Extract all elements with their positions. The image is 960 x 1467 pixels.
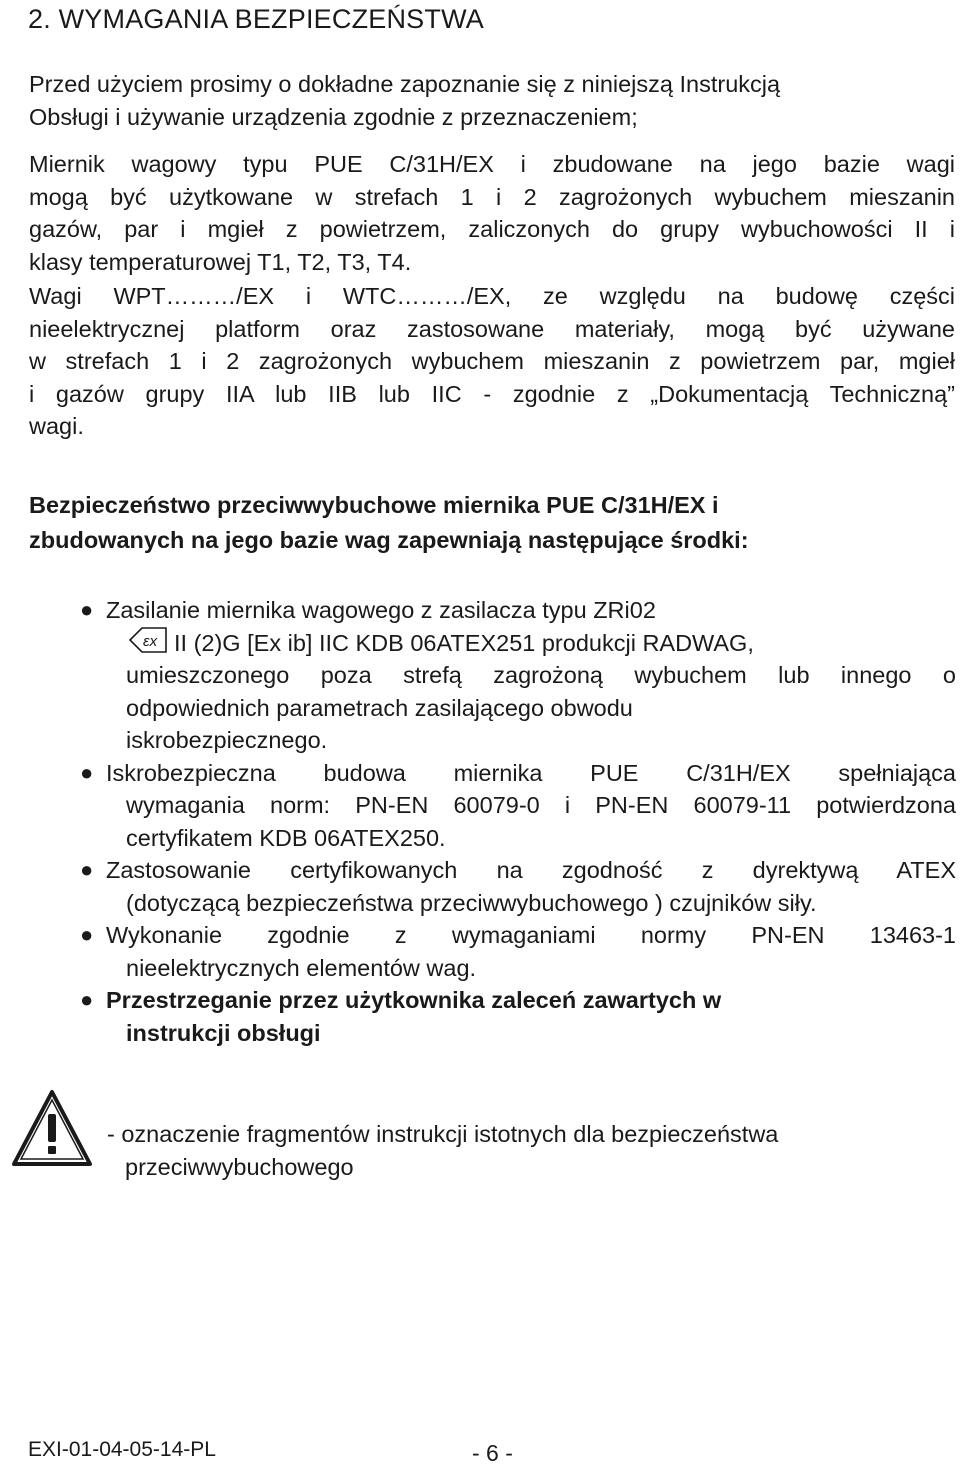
list-item-line: odpowiednich parametrach zasilającego obwodu xyxy=(126,694,633,721)
list-item-line: Zastosowanie certyfikowanych na zgodność z dyrektywą ATEX xyxy=(106,857,956,883)
wagi-line: i gazów grupy IIA lub IIB lub IIC - zgodnie z „Dokumentacją Techniczną” xyxy=(29,380,955,407)
list-item xyxy=(80,757,956,855)
list-item-line: umieszczonego poza strefą zagrożoną wybuchem lub innego o xyxy=(126,662,956,688)
footer-doc-code: EXI-01-04-05-14-PL xyxy=(28,1438,216,1461)
list-item xyxy=(80,984,956,1049)
bullet-icon: ● xyxy=(80,759,94,785)
list-item-line: iskrobezpiecznego. xyxy=(126,727,328,753)
bullet-icon: ● xyxy=(80,857,94,882)
ex-atex-icon xyxy=(128,626,170,663)
bullet-icon: ● xyxy=(80,597,94,622)
safety-heading-line: Bezpieczeństwo przeciwwybuchowe miernika PUE C/31H/EX i xyxy=(29,492,719,518)
warning-triangle-icon xyxy=(10,1088,94,1173)
description-paragraph xyxy=(29,148,955,278)
footer-page-number: - 6 - xyxy=(472,1440,513,1466)
wagi-paragraph xyxy=(29,280,955,443)
list-item-line: nieelektrycznych elementów wag. xyxy=(126,954,477,981)
description-line: mogą być użytkowane w strefach 1 i 2 zagrożonych wybuchem mieszanin xyxy=(29,183,955,210)
list-item-line: Wykonanie zgodnie z wymaganiami normy PN-EN 13463-1 xyxy=(106,922,956,948)
list-item xyxy=(80,919,956,984)
ex-certificate-line xyxy=(106,627,956,660)
list-item-line: instrukcji obsługi xyxy=(126,1019,321,1046)
svg-text:εx: εx xyxy=(143,632,158,650)
wagi-line: nieelektrycznej platform oraz zastosowane materiały, mogą być używane xyxy=(29,315,955,342)
warning-line: przeciwwybuchowego xyxy=(125,1153,354,1180)
list-item xyxy=(80,594,956,757)
list-item-line: Przestrzeganie przez użytkownika zaleceń zawartych w xyxy=(106,987,722,1013)
list-item-line: certyfikatem KDB 06ATEX250. xyxy=(126,824,446,851)
list-item-line: (dotyczącą bezpieczeństwa przeciwwybuchowego ) czujników siły. xyxy=(126,889,817,916)
bullet-icon: ● xyxy=(80,922,94,947)
description-line: Miernik wagowy typu PUE C/31H/EX i zbudowane na jego bazie wagi xyxy=(29,151,955,177)
list-item-line: Zasilanie miernika wagowego z zasilacza typu ZRi02 xyxy=(106,597,656,623)
wagi-line: w strefach 1 i 2 zagrożonych wybuchem mieszanin z powietrzem par, mgieł xyxy=(29,348,955,374)
intro-line: Obsługi i używanie urządzenia zgodnie z przeznaczeniem; xyxy=(29,103,638,130)
list-item-line: wymagania norm: PN-EN 60079-0 i PN-EN 60079-11 potwierdzona xyxy=(126,792,956,818)
bullet-icon: ● xyxy=(80,987,94,1012)
warning-description xyxy=(107,1118,778,1183)
wagi-line: wagi. xyxy=(29,413,84,439)
safety-measures-list xyxy=(80,594,956,1049)
warning-line: - oznaczenie fragmentów instrukcji istotnych dla bezpieczeństwa xyxy=(107,1121,779,1147)
intro-line: Przed użyciem prosimy o dokładne zapoznanie się z niniejszą Instrukcją xyxy=(29,71,781,97)
intro-paragraph xyxy=(29,68,955,133)
wagi-line: Wagi WPT………/EX i WTC………/EX, ze względu na budowę części xyxy=(29,283,955,309)
description-line: gazów, par i mgieł z powietrzem, zaliczonych do grupy wybuchowości II i xyxy=(29,216,955,242)
safety-heading-line: zbudowanych na jego bazie wag zapewniają następujące środki: xyxy=(29,527,749,553)
list-item-line: Iskrobezpieczna budowa miernika PUE C/31H/EX spełniająca xyxy=(106,759,956,786)
list-item-line: II (2)G [Ex ib] IIC KDB 06ATEX251 produkcji RADWAG, xyxy=(174,629,754,656)
safety-heading xyxy=(29,488,955,558)
list-item xyxy=(80,854,956,919)
description-line: klasy temperaturowej T1, T2, T3, T4. xyxy=(29,248,412,275)
section-title: 2. WYMAGANIA BEZPIECZEŃSTWA xyxy=(28,4,484,34)
